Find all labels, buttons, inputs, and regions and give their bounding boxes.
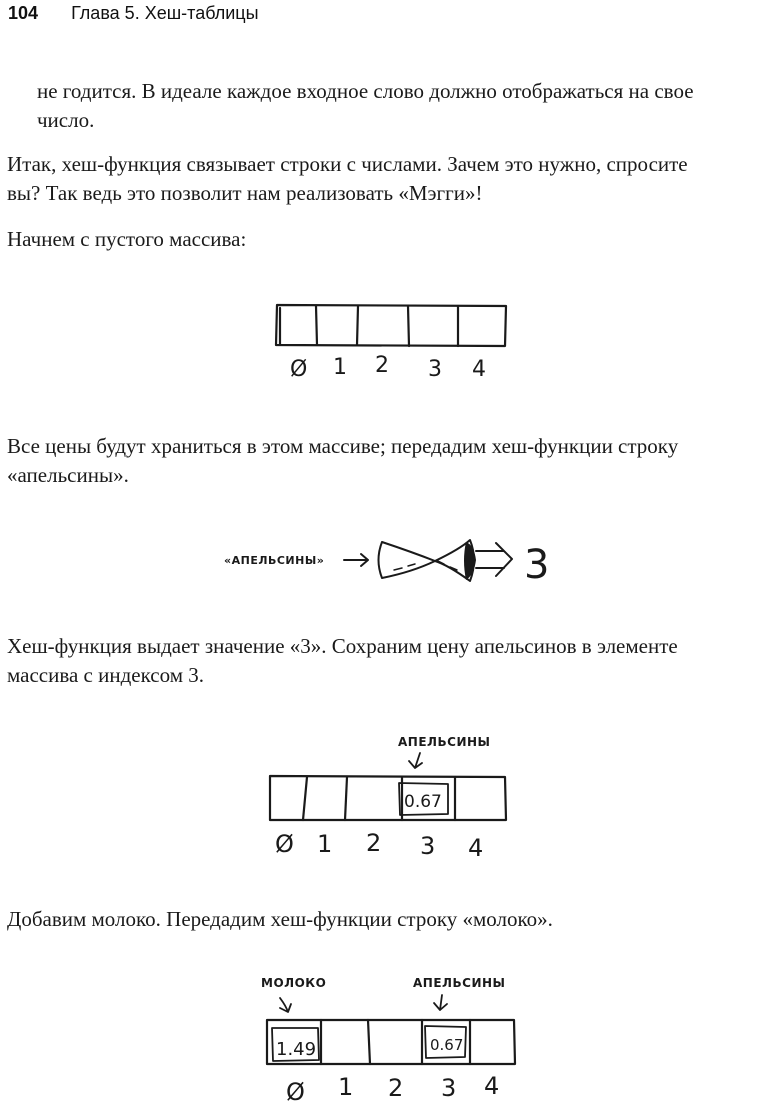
text-line: Хеш-функция выдает значение «3». Сохраним цену апельсинов в элементе bbox=[7, 634, 678, 658]
array-divider bbox=[345, 777, 347, 820]
page-number: 104 bbox=[8, 3, 39, 23]
paragraph-hash-output bbox=[7, 632, 776, 690]
hash-function-outlet bbox=[464, 542, 476, 580]
array-index: 2 bbox=[366, 829, 382, 857]
array-index: Ø bbox=[290, 357, 308, 382]
paragraph-empty-array bbox=[7, 225, 776, 254]
pointer-label-oranges: АПЕЛЬСИНЫ bbox=[398, 735, 491, 749]
figure-array-oranges bbox=[265, 728, 515, 863]
text-line: Начнем с пустого массива: bbox=[7, 227, 247, 251]
array-index: Ø bbox=[275, 830, 294, 858]
text-line: не годится. В идеале каждое входное слово должно отображаться на свое bbox=[37, 79, 694, 103]
hash-output-value: 3 bbox=[524, 542, 550, 588]
array-index: Ø bbox=[286, 1078, 305, 1104]
array-index: 1 bbox=[333, 355, 347, 380]
cell-value-oranges: 0.67 bbox=[430, 1036, 464, 1054]
pointer-label-oranges: АПЕЛЬСИНЫ bbox=[413, 976, 506, 990]
text-line: Все цены будут храниться в этом массиве; передадим хеш-функции строку bbox=[7, 434, 679, 458]
paragraph-store-prices bbox=[7, 432, 776, 490]
paragraph-add-milk bbox=[7, 905, 776, 934]
array-divider bbox=[357, 306, 358, 345]
array-index: 4 bbox=[472, 357, 486, 382]
running-header bbox=[8, 3, 259, 24]
text-line: Итак, хеш-функция связывает строки с числами. Зачем это нужно, спросите bbox=[7, 152, 688, 176]
cell-value-milk: 1.49 bbox=[276, 1039, 317, 1060]
paragraph-continuation bbox=[37, 77, 776, 135]
array-index: 4 bbox=[468, 834, 484, 862]
chapter-title: Глава 5. Хеш-таблицы bbox=[71, 3, 259, 23]
pointer-arrow-milk-icon bbox=[280, 998, 291, 1012]
array-divider bbox=[303, 777, 307, 820]
text-line: вы? Так ведь это позволит нам реализовать «Мэгги»! bbox=[7, 181, 483, 205]
array-index: 1 bbox=[317, 830, 333, 858]
pointer-arrow-oranges-icon bbox=[434, 995, 447, 1010]
output-arrow-icon bbox=[476, 543, 512, 576]
array-divider bbox=[368, 1020, 370, 1064]
hash-function-icon bbox=[379, 540, 475, 581]
array-divider bbox=[316, 306, 317, 345]
paragraph-hash-purpose bbox=[7, 150, 776, 208]
cell-value-oranges: 0.67 bbox=[404, 792, 442, 812]
text-line: число. bbox=[37, 108, 95, 132]
text-line: Добавим молоко. Передадим хеш-функции строку «молоко». bbox=[7, 907, 553, 931]
array-index: 4 bbox=[484, 1072, 500, 1100]
array-divider bbox=[408, 306, 409, 346]
input-arrow-icon bbox=[344, 554, 368, 566]
figure-array-milk bbox=[258, 968, 520, 1104]
text-line: «апельсины». bbox=[7, 463, 129, 487]
pointer-label-milk: МОЛОКО bbox=[261, 976, 327, 990]
text-line: массива с индексом 3. bbox=[7, 663, 204, 687]
array-index: 3 bbox=[420, 832, 436, 860]
array-index: 3 bbox=[428, 357, 442, 382]
figure-empty-array bbox=[270, 300, 510, 385]
figure-hash-function bbox=[222, 525, 562, 595]
array-index: 2 bbox=[375, 353, 389, 378]
array-outline bbox=[276, 305, 506, 346]
hash-input-label: «АПЕЛЬСИНЫ» bbox=[224, 554, 325, 567]
array-index: 1 bbox=[338, 1073, 354, 1101]
array-index: 3 bbox=[441, 1074, 457, 1102]
pointer-arrow-icon bbox=[409, 753, 422, 768]
array-index: 2 bbox=[388, 1074, 404, 1102]
